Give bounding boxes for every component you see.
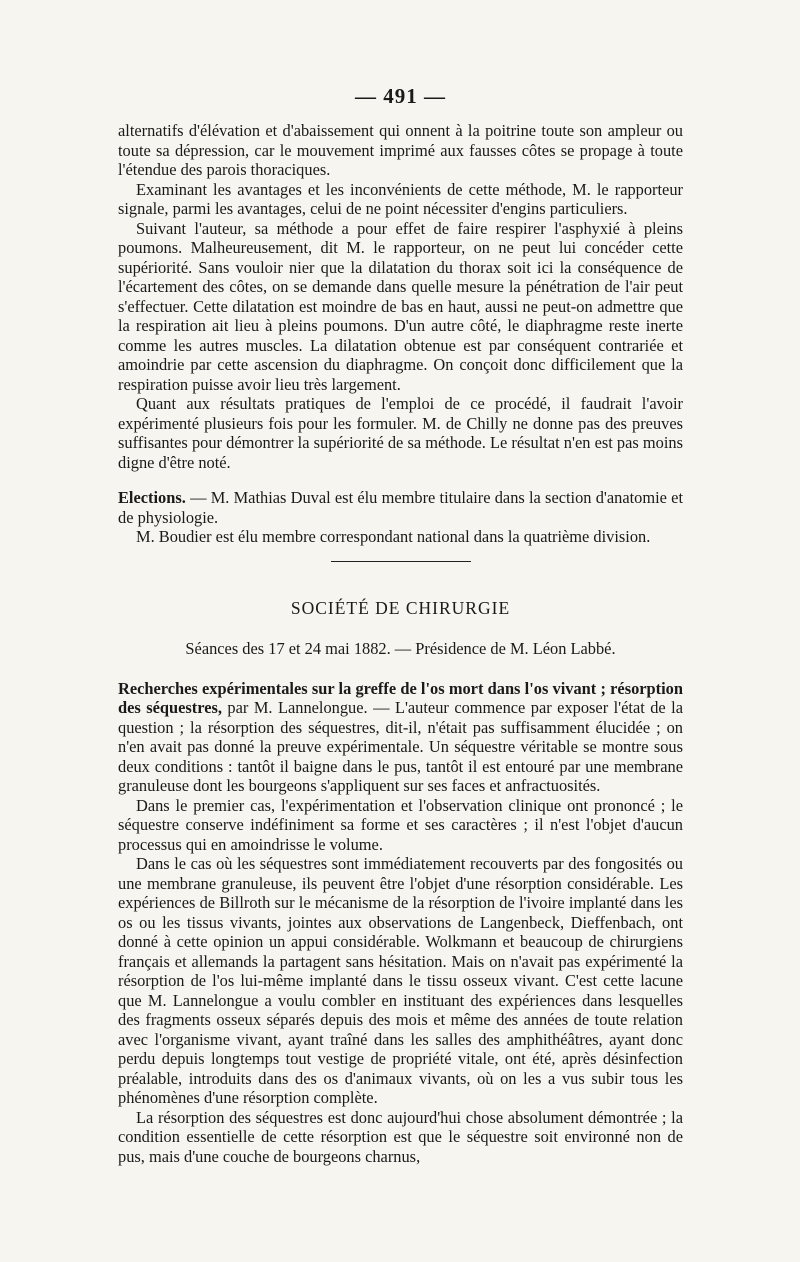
society-title: SOCIÉTÉ DE CHIRURGIE [290, 597, 511, 618]
paragraph-2: Examinant les avantages et les inconvénients de cette méthode, M. le rapporteur signale, parmi les avantages, celui de ne point nécessiter d'engins particuliers. [118, 179, 683, 218]
elections-lead: Elections. [118, 488, 186, 507]
article-first-paragraph [118, 679, 683, 796]
article-paragraph-3: Dans le cas où les séquestres sont immédiatement recouverts par des fongosités ou une membrane granuleuse, ils peuvent être l'objet d'une résorption considérable. Les expériences de Billroth sur le mécanisme de la résorption de l'ivoire implanté dans les os ou les tissus vivants, jointes aux observations de Langenbeck, Dieffenbach, ont donné à cette opinion un appui considérable. Wolkmann et beaucoup de chirurgiens français et allemands la partagent sans hésitation. Mais on n'avait pas expérimenté la résorption de l'os lui-même implanté dans le tissu osseux vivant. C'est cette lacune que M. Lannelongue a voulu combler en instituant des expériences dans lesquelles des fragments osseux séparés depuis des mois et même des années de toute relation avec l'organisme vivant, ayant traîné dans les salles des amphithéâtres, ayant donc perdu depuis longtemps tout vestige de propriété vitale, ont été, après désinfection préalable, introduits dans des os d'animaux vivants, où on les a vus subir tous les phénomènes d'une résorption complète. [118, 854, 683, 1107]
page-number: — 491 — [355, 84, 446, 108]
elections-text: — M. Mathias Duval est élu membre titulaire dans la section d'anatomie et de physiologie. [118, 488, 683, 527]
paragraph-1: alternatifs d'élévation et d'abaissement qui onnent à la poitrine toute son ampleur ou toute sa dépression, car le mouvement imprimé aux fausses côtes se propage à toute l'étendue des parois thoraciques. [118, 121, 683, 179]
elections-paragraph-2: M. Boudier est élu membre correspondant national dans la quatrième division. [136, 527, 651, 546]
article-byline: par M. Lannelongue. — L'auteur commence par exposer l'état de la question ; la résorption des séquestres, dit-il, n'était pas suffisamment élucidée ; on n'en avait pas donné la preuve expérimentale. Un séquestre véritable se montre sous deux conditions : tantôt il baigne dans le pus, tantôt il est entouré par une membrane granuleuse dont les bourgeons s'appliquent sur ses faces et anfractuosités. [118, 698, 684, 795]
section-divider [331, 561, 471, 562]
paragraph-4: Quant aux résultats pratiques de l'emploi de ce procédé, il faudrait l'avoir expérimenté plusieurs fois pour les formuler. M. de Chilly ne donne pas des preuves suffisantes pour démontrer la supériorité de sa méthode. Le résultat n'en est pas moins digne d'être noté. [118, 394, 683, 472]
article-title: Recherches expérimentales sur la greffe de l'os mort dans l'os vivant ; résorption des séquestres, [118, 678, 683, 717]
elections-paragraph [118, 488, 683, 527]
paragraph-3: Suivant l'auteur, sa méthode a pour effet de faire respirer l'asphyxié à pleins poumons. Malheureusement, dit M. le rapporteur, on ne peut lui concéder cette supériorité. Sans vouloir nier que la dilatation du thorax soit ici la conséquence de l'écartement des côtes, on se demande dans quelle mesure la pénétration de l'air peut s'effectuer. Cette dilatation est moindre de bas en haut, aussi ne peut-on admettre que la respiration ait lieu à pleins poumons. D'un autre côté, le diaphragme reste inerte comme les autres muscles. La dilatation obtenue est par conséquent contrariée et amoindrie par cette ascension du diaphragme. On conçoit donc difficilement que la respiration puisse avoir lieu très largement. [118, 218, 683, 394]
article-paragraph-4: La résorption des séquestres est donc aujourd'hui chose absolument démontrée ; la condition essentielle de cette résorption est que le séquestre soit environné non de pus, mais d'une couche de bourgeons charnus, [118, 1107, 683, 1166]
sessions-line: Séances des 17 et 24 mai 1882. — Présidence de M. Léon Labbé. [185, 638, 616, 658]
article-paragraph-2: Dans le premier cas, l'expérimentation et l'observation clinique ont prononcé ; le séquestre conserve indéfiniment sa forme et ses caractères ; il n'est l'objet d'aucun processus qui en amoindrisse le volume. [118, 795, 683, 854]
